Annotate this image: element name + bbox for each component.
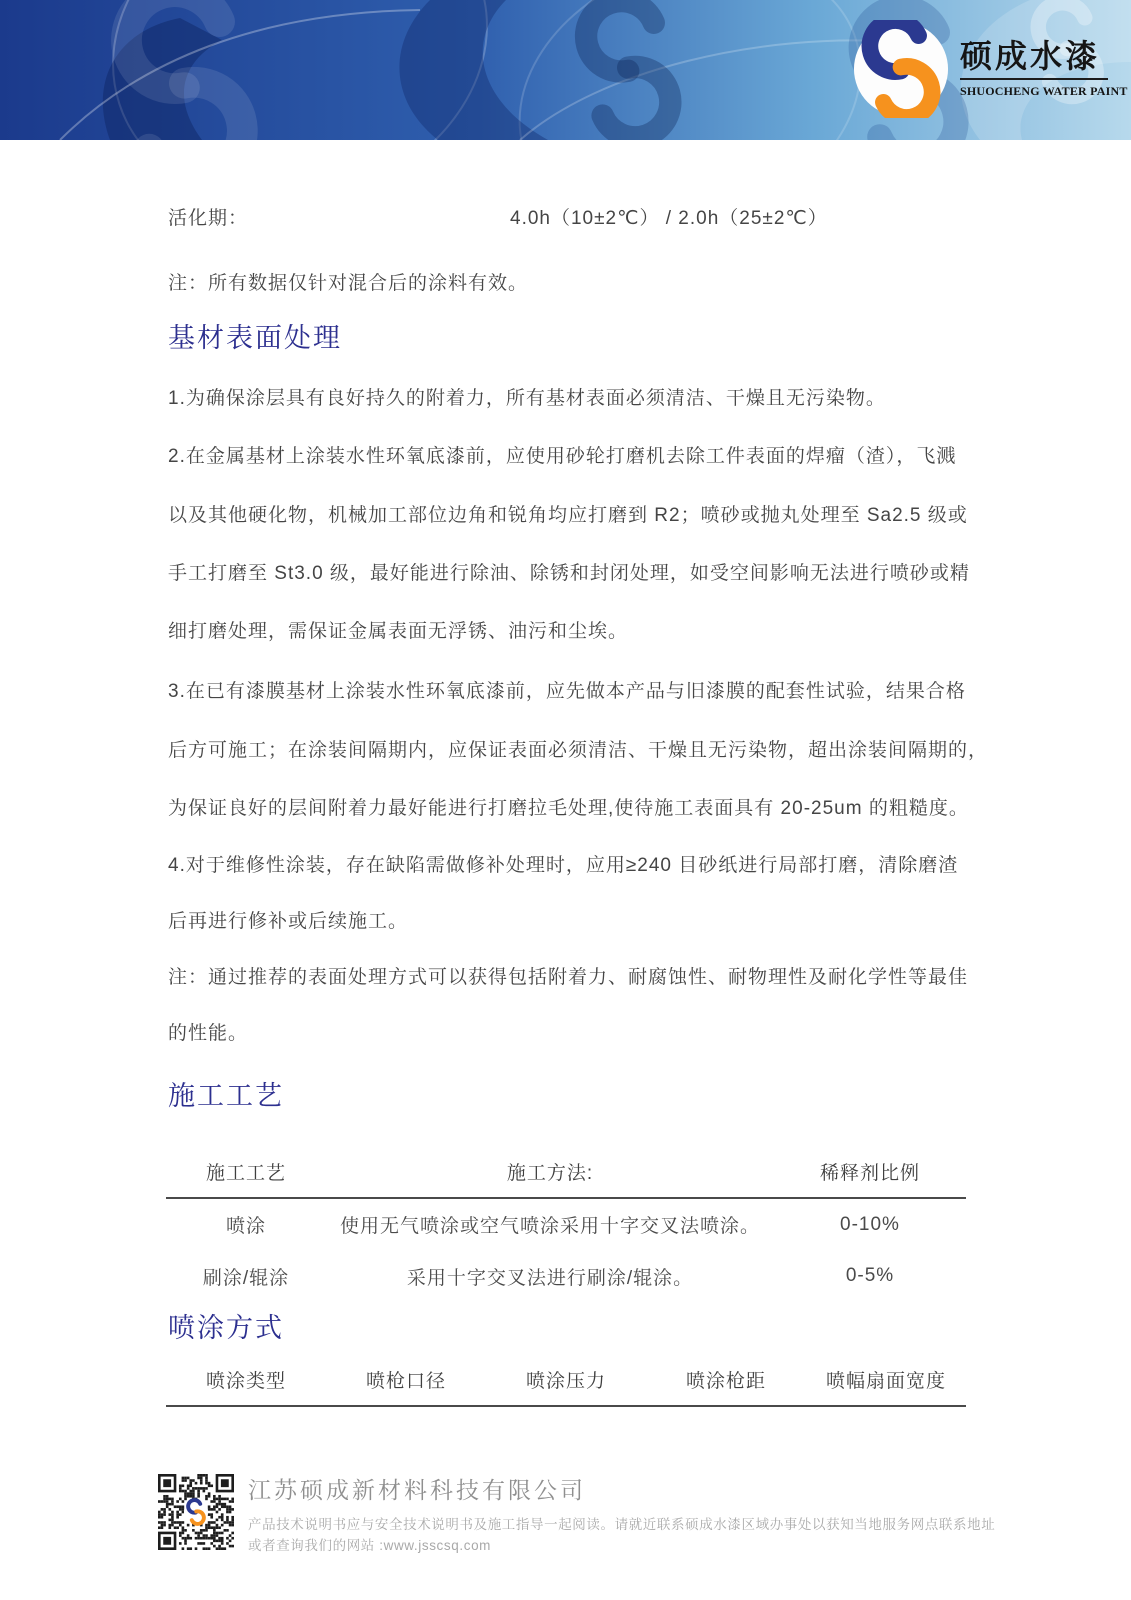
- table-header-row: [166, 1360, 966, 1406]
- col-header: 施工工艺: [166, 1152, 326, 1198]
- surface-line: 以及其他硬化物，机械加工部位边角和锐角均应打磨到 R2；喷砂或抛丸处理至 Sa2.5 级或: [168, 505, 968, 526]
- table-row: [166, 1198, 966, 1250]
- col-header: 喷涂类型: [166, 1360, 326, 1406]
- surface-line: 后再进行修补或后续施工。: [168, 911, 409, 932]
- spray-method-table: [166, 1360, 966, 1407]
- surface-line: 注：通过推荐的表面处理方式可以获得包括附着力、耐腐蚀性、耐物理性及耐化学性等最佳: [168, 967, 969, 988]
- cell-ratio: 0-5%: [845, 1265, 895, 1286]
- surface-line: 4.对于维修性涂装，存在缺陷需做修补处理时，应用≥240 目砂纸进行局部打磨，清除磨渣: [168, 855, 959, 876]
- section-title-process: 施工工艺: [168, 1081, 284, 1111]
- cell-description: 使用无气喷涂或空气喷涂采用十字交叉法喷涂。: [339, 1216, 760, 1237]
- mix-note: 注：所有数据仅针对混合后的涂料有效。: [168, 273, 529, 294]
- cell-ratio: 0-10%: [840, 1213, 900, 1235]
- logo-name-en: SHUOCHENG WATER PAINT: [960, 84, 1128, 99]
- surface-line: 细打磨处理，需保证金属表面无浮锈、油污和尘埃。: [168, 621, 629, 642]
- application-process-table: [166, 1152, 966, 1302]
- footer: [158, 1470, 1108, 1556]
- footer-note-line1: 产品技术说明书应与安全技术说明书及施工指导一起阅读。请就近联系硕成水漆区域办事处以获知当地服务网点联系地址: [248, 1517, 996, 1532]
- surface-line: 为保证良好的层间附着力最好能进行打磨拉毛处理,使待施工表面具有 20-25um 的粗糙度。: [168, 798, 969, 819]
- col-header: 施工方法:: [326, 1152, 774, 1198]
- col-header: 喷幅扇面宽度: [806, 1360, 966, 1406]
- logo-divider: [960, 78, 1108, 80]
- surface-line: 1.为确保涂层具有良好持久的附着力，所有基材表面必须清洁、干燥且无污染物。: [168, 388, 886, 409]
- qr-code-icon: [158, 1474, 234, 1550]
- shuocheng-emblem-icon: [852, 20, 950, 118]
- cell-method: 刷涂/辊涂: [202, 1267, 290, 1289]
- cell-description: 采用十字交叉法进行刷涂/辊涂。: [406, 1267, 694, 1289]
- table-row: [166, 1250, 966, 1302]
- footer-note: [248, 1514, 1108, 1556]
- footer-company-name: 江苏硕成新材料科技有限公司: [248, 1477, 586, 1503]
- surface-line: 手工打磨至 St3.0 级，最好能进行除油、除锈和封闭处理，如受空间影响无法进行喷砂或精: [168, 563, 970, 584]
- col-header: 喷枪口径: [326, 1360, 486, 1406]
- qr-code: [158, 1474, 234, 1550]
- footer-note-line2: 或者查询我们的网站 :www.jsscsq.com: [248, 1538, 492, 1553]
- logo-name-cn: 硕成水漆: [960, 37, 1101, 74]
- surface-line: 3.在已有漆膜基材上涂装水性环氧底漆前，应先做本产品与旧漆膜的配套性试验，结果合格: [168, 681, 966, 702]
- col-header: 喷涂枪距: [646, 1360, 806, 1406]
- cell-method: 喷涂: [225, 1216, 266, 1237]
- section-title-surface-treatment: 基材表面处理: [168, 323, 342, 353]
- table-header-row: [166, 1152, 966, 1198]
- surface-line: 的性能。: [168, 1023, 249, 1044]
- section-title-spray: 喷涂方式: [168, 1313, 284, 1343]
- surface-line: 2.在金属基材上涂装水性环氧底漆前，应使用砂轮打磨机去除工件表面的焊瘤（渣），飞溅: [168, 446, 957, 467]
- surface-line: 后方可施工；在涂装间隔期内，应保证表面必须清洁、干燥且无污染物，超出涂装间隔期的，: [168, 740, 989, 761]
- company-logo: [852, 20, 1128, 118]
- col-header: 稀释剂比例: [774, 1152, 966, 1198]
- activation-value: 4.0h（10±2℃） / 2.0h（25±2℃）: [510, 208, 828, 229]
- brand-banner: [0, 0, 1131, 140]
- col-header: 喷涂压力: [486, 1360, 646, 1406]
- activation-label: 活化期：: [168, 208, 249, 229]
